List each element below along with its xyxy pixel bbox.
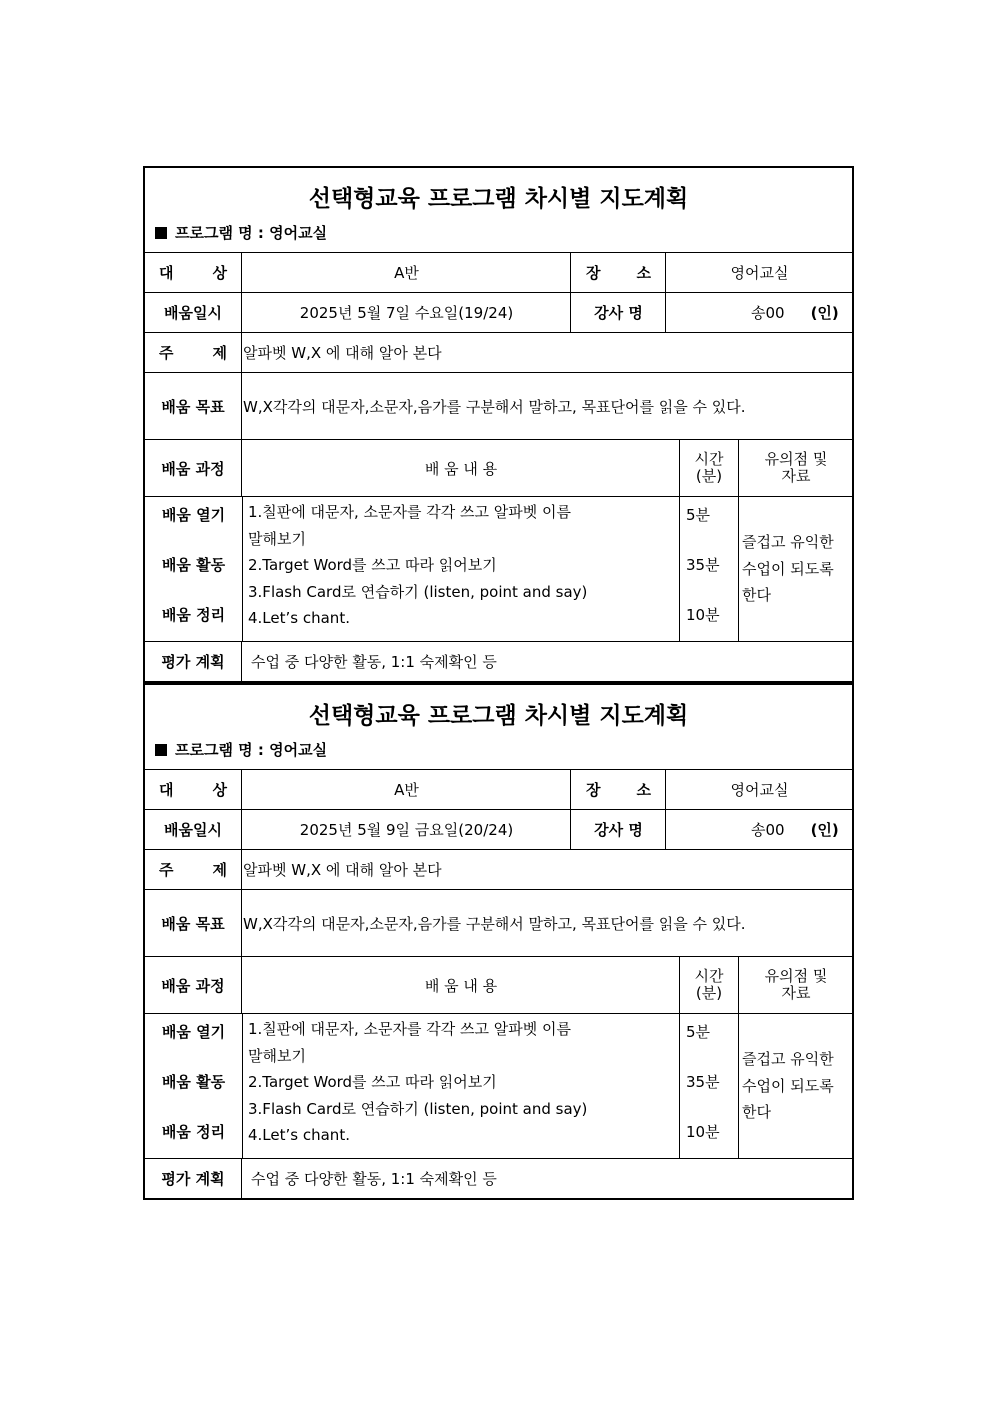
goal-value: W,X각각의 대문자,소문자,음가를 구분해서 말하고, 목표단어를 읽을 수 있다. (243, 914, 746, 933)
date-label: 배움일시 (145, 293, 242, 332)
instructor-label: 강사 명 (572, 810, 666, 849)
lesson-plan-table (143, 166, 854, 683)
place-label (572, 253, 666, 292)
content-line: 2.Target Word를 쓰고 따라 읽어보기 (248, 556, 497, 574)
topic-value: 알파벳 W,X 에 대해 알아 본다 (243, 344, 442, 362)
topic-label-part: 주 (159, 861, 174, 879)
time-header: 시간 (분) (679, 440, 739, 496)
black-square-icon (155, 227, 167, 239)
notes-text: 즐겁고 유익한 수업이 되도록 한다 (742, 1050, 834, 1122)
seal-mark: (인) (810, 821, 839, 839)
plan-title: 선택형교육 프로그램 차시별 지도계획 (308, 185, 689, 212)
content-line: 말해보기 (248, 529, 306, 548)
lesson-content (248, 1016, 587, 1149)
place-value: 영어교실 (730, 264, 789, 282)
topic-value: 알파벳 W,X 에 대해 알아 본다 (243, 861, 442, 879)
time-activity: 35분 (686, 556, 720, 574)
notes-text: 즐겁고 유익한 수업이 되도록 한다 (742, 533, 834, 605)
note-header: 유의점 및 자료 (764, 450, 828, 485)
process-header: 배움 과정 (145, 957, 242, 1013)
date-row (145, 810, 852, 850)
content-line: 4.Let’s chant. (248, 1126, 350, 1144)
target-row (145, 253, 852, 293)
process-header-row (145, 957, 852, 1014)
content-line: 3.Flash Card로 연습하기 (listen, point and say) (248, 1099, 588, 1118)
content-line: 1.칠판에 대문자, 소문자를 각각 쓰고 알파벳 이름 (248, 1020, 571, 1038)
black-square-icon (155, 744, 167, 756)
topic-label (145, 333, 242, 372)
content-line: 4.Let’s chant. (248, 609, 350, 627)
goal-label: 배움 목표 (145, 373, 242, 439)
evaluation-value: 수업 중 다양한 활동, 1:1 숙제확인 등 (251, 653, 497, 671)
target-value: A반 (243, 770, 571, 809)
content-header: 배 움 내 용 (424, 459, 498, 478)
target-row (145, 770, 852, 810)
plan-header (145, 168, 852, 253)
date-value: 2025년 5월 7일 수요일(19/24) (243, 293, 571, 332)
note-header: 유의점 및 자료 (764, 967, 828, 1002)
topic-label-part: 주 (159, 344, 174, 362)
place-label (572, 770, 666, 809)
process-body-row (145, 1014, 852, 1159)
lesson-content (248, 499, 587, 632)
stage-opening: 배움 열기 (161, 1023, 226, 1041)
content-line: 1.칠판에 대문자, 소문자를 각각 쓰고 알파벳 이름 (248, 503, 571, 521)
program-name: 프로그램 명 : 영어교실 (175, 224, 328, 242)
topic-row (145, 850, 852, 890)
stage-closing: 배움 정리 (161, 606, 226, 624)
goal-row (145, 373, 852, 440)
process-body-row (145, 497, 852, 642)
content-line: 3.Flash Card로 연습하기 (listen, point and say) (248, 582, 588, 601)
time-header: 시간 (분) (679, 957, 739, 1013)
topic-label-part: 제 (212, 861, 227, 879)
place-label-part: 장 (586, 781, 601, 799)
goal-row (145, 890, 852, 957)
stage-activity: 배움 활동 (161, 1073, 226, 1091)
topic-row (145, 333, 852, 373)
process-header: 배움 과정 (145, 440, 242, 496)
stage-closing: 배움 정리 (161, 1123, 226, 1141)
content-header: 배 움 내 용 (424, 976, 498, 995)
evaluation-label: 평가 계획 (145, 642, 242, 681)
goal-value: W,X각각의 대문자,소문자,음가를 구분해서 말하고, 목표단어를 읽을 수 있다. (243, 397, 746, 416)
target-label (145, 770, 242, 809)
topic-label (145, 850, 242, 889)
stage-labels (145, 497, 243, 641)
target-label-part: 대 (159, 264, 174, 282)
time-activity: 35분 (686, 1073, 720, 1091)
program-line (155, 222, 327, 243)
seal-mark: (인) (810, 304, 839, 322)
stage-activity: 배움 활동 (161, 556, 226, 574)
place-value: 영어교실 (730, 781, 789, 799)
date-row (145, 293, 852, 333)
topic-label-part: 제 (212, 344, 227, 362)
target-label-part: 상 (212, 781, 227, 799)
program-name: 프로그램 명 : 영어교실 (175, 741, 328, 759)
instructor-name: 송00 (751, 821, 785, 839)
instructor-cell (667, 293, 852, 332)
target-label (145, 253, 242, 292)
date-label: 배움일시 (145, 810, 242, 849)
evaluation-value: 수업 중 다양한 활동, 1:1 숙제확인 등 (251, 1170, 497, 1188)
instructor-cell (667, 810, 852, 849)
evaluation-row (145, 1159, 852, 1198)
time-opening: 5분 (686, 1023, 711, 1041)
time-opening: 5분 (686, 506, 711, 524)
time-closing: 10분 (686, 1123, 720, 1141)
time-closing: 10분 (686, 606, 720, 624)
process-header-row (145, 440, 852, 497)
lesson-plan-table (143, 683, 854, 1200)
evaluation-label: 평가 계획 (145, 1159, 242, 1198)
goal-label: 배움 목표 (145, 890, 242, 956)
place-label-part: 소 (636, 781, 651, 799)
time-column (679, 497, 739, 641)
target-label-part: 상 (212, 264, 227, 282)
target-value: A반 (243, 253, 571, 292)
evaluation-row (145, 642, 852, 681)
time-column (679, 1014, 739, 1158)
place-label-part: 소 (636, 264, 651, 282)
stage-opening: 배움 열기 (161, 506, 226, 524)
plan-title: 선택형교육 프로그램 차시별 지도계획 (308, 702, 689, 729)
content-line: 2.Target Word를 쓰고 따라 읽어보기 (248, 1073, 497, 1091)
date-value: 2025년 5월 9일 금요일(20/24) (243, 810, 571, 849)
content-line: 말해보기 (248, 1046, 306, 1065)
program-line (155, 739, 327, 760)
target-label-part: 대 (159, 781, 174, 799)
instructor-name: 송00 (751, 304, 785, 322)
plan-header (145, 685, 852, 770)
place-label-part: 장 (586, 264, 601, 282)
instructor-label: 강사 명 (572, 293, 666, 332)
stage-labels (145, 1014, 243, 1158)
